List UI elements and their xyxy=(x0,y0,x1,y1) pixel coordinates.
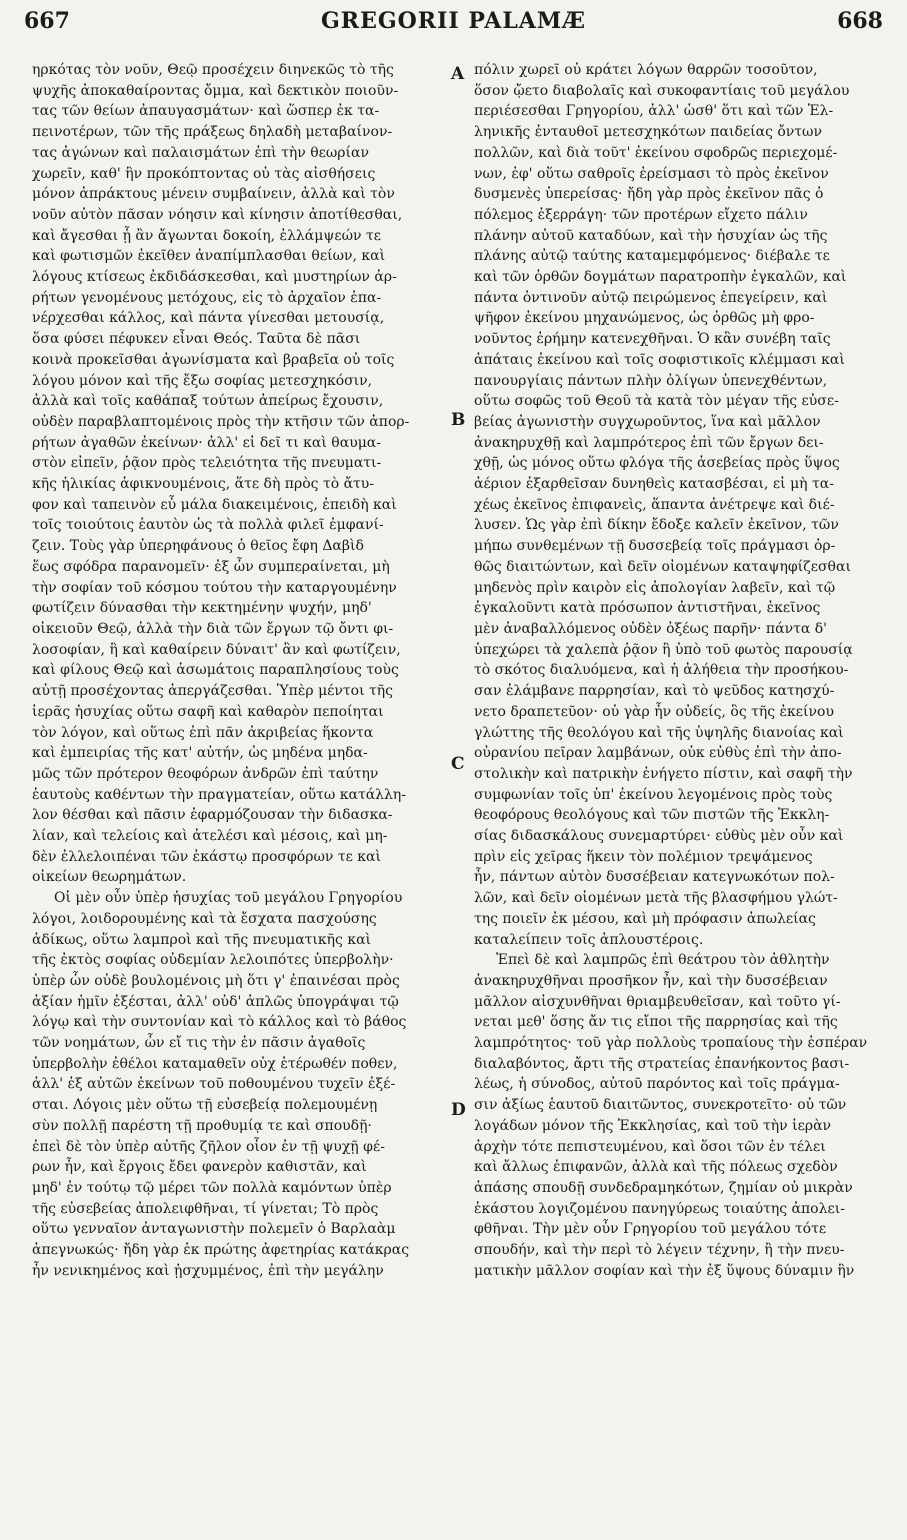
text-line: τὸ σκότος διαλυόμενα, καὶ ἡ ἀλήθεια τὴν προσήκου- xyxy=(474,662,849,679)
text-line: ρων ἦν, καὶ ἔργοις ἔδει φανερὸν καθιστᾶν, καὶ xyxy=(32,1159,367,1176)
text-line: χέως ἐκεῖνος ἐπιφανεὶς, ἅπαντα ἀνέτρεψε καὶ διέ- xyxy=(474,496,835,513)
text-line: οἰκειοῦν Θεῷ, ἀλλὰ τὴν διὰ τῶν ἔργων τῷ ὄντι φι- xyxy=(32,620,394,637)
text-line: πόλεμος ἐξερράγη· τῶν προτέρων εἴχετο πάλιν xyxy=(474,206,808,223)
text-line: πρὶν εἰς χεῖρας ἥκειν τὸν πολέμιον τρεψάμενος xyxy=(474,848,813,865)
text-line: μηδενὸς πρὶν καιρὸν εἰς ἀπολογίαν λαβεῖν, καὶ τῷ xyxy=(474,579,836,596)
text-line: καὶ τῶν ὀρθῶν δογμάτων παρατροπὴν ἐγκαλῶν, καὶ xyxy=(474,269,847,286)
text-line: ηρκότας τὸν νοῦν, Θεῷ προσέχειν διηνεκῶς τὸ τῆς xyxy=(32,62,394,78)
text-line: λέως, ἡ σύνοδος, αὐτοῦ παρόντος καὶ τοῖς πράγμα- xyxy=(474,1076,840,1093)
text-line: τας τῶν θείων ἀπαυγασμάτων· καὶ ὥσπερ ἐκ τα- xyxy=(32,103,380,120)
text-line: οὕτω σοφῶς τοῦ Θεοῦ τὰ κατὰ τὸν μέγαν τῆς εὐσε- xyxy=(474,393,839,410)
text-line: συμφωνίαν τοῖς ὑπ' ἐκείνου λεγομένοις πρὸς τοὺς xyxy=(474,786,833,803)
text-line: καὶ ἄγεσθαι ᾗ ἂν ἄγωνται δοκοίη, ἐλλάμψεών τε xyxy=(32,227,381,244)
text-line: ἀδίκως, οὕτω λαμπροὶ καὶ τῆς πνευματικῆς καὶ xyxy=(32,931,372,948)
text-line: νεται μεθ' ὅσης ἄν τις εἴποι τῆς παρρησίας καὶ τῆς xyxy=(474,1014,838,1031)
text-line: ἱερᾶς ἡσυχίας οὕτω σαφῆ καὶ καθαρὸν πεποίηται xyxy=(32,703,384,720)
text-line: ματικὴν μᾶλλον σοφίαν καὶ τὴν ἐξ ὕψους δύναμιν ἣν xyxy=(474,1262,855,1279)
text-line: τοῖς τοιούτοις ἑαυτὸν ὡς τὰ πολλὰ φιλεῖ ἐμφανί- xyxy=(32,517,384,534)
text-line: οὐδὲν παραβλαπτομένοις πρὸς τὴν κτῆσιν τῶν ἀπορ- xyxy=(32,413,410,430)
text-line: θεοφόρους θεολόγους καὶ τῶν πιστῶν τῆς Ἐκκλη- xyxy=(474,807,830,824)
section-marker-b: B xyxy=(451,410,466,430)
text-line: λαμπρότητος· τοῦ γὰρ πολλοὺς τροπαίους τὴν ἑσπέραν xyxy=(474,1035,868,1052)
text-line: ὅσα φύσει πέφυκεν εἶναι Θεός. Ταῦτα δὲ πᾶσι xyxy=(32,331,361,348)
text-line: λόγῳ καὶ τὴν συντονίαν καὶ τὸ κάλλος καὶ τὸ βάθος xyxy=(32,1014,407,1031)
section-marker-d: D xyxy=(451,1100,466,1120)
text-line: της ποιεῖν ἐκ μέσου, καὶ μὴ πρόφασιν ἀπωλείας xyxy=(474,910,816,927)
text-line: ρήτων ἀγαθῶν ἐκείνων· ἀλλ' εἰ δεῖ τι καὶ θαυμα- xyxy=(32,434,381,451)
text-line: οὐρανίου πεῖραν λαμβάνων, οὐκ εὐθὺς ἐπὶ τὴν ἀπο- xyxy=(474,745,842,762)
text-line: σιν ἀξίως ἑαυτοῦ διαιτῶντος, συνεκροτεῖτο· οὐ τῶν xyxy=(474,1097,847,1114)
text-line: δυσμενὲς ὑπερείσας· ἤδη γὰρ πρὸς ἐκεῖνον πᾶς ὁ xyxy=(474,186,824,203)
right-column xyxy=(474,60,886,1281)
text-line: μῶς τῶν πρότερον θεοφόρων ἀνδρῶν ἐπὶ ταύτην xyxy=(32,765,379,782)
text-line: κῆς ἡλικίας ἀφικνουμένοις, ἅτε δὴ πρὸς τὸ ἄτυ- xyxy=(32,476,375,493)
text-line: νοῦν αὐτὸν πᾶσαν νόησιν καὶ κίνησιν ἀποτίθεσθαι, xyxy=(32,206,403,223)
text-line: διαλαβόντος, ἄρτι τῆς στρατείας ἐπανήκοντος βασι- xyxy=(474,1055,850,1072)
text-line: ζειν. Τοὺς γὰρ ὑπερηφάνους ὁ θεῖος ἔφη Δαβὶδ xyxy=(32,538,364,555)
text-line: ψῆφον ἐκείνου μηχανώμενος, ὡς ὀρθῶς μὴ φρο- xyxy=(474,310,815,327)
text-line: καὶ ἐμπειρίας τῆς κατ' αὐτήν, ὡς μηδένα μηδα- xyxy=(32,745,368,762)
text-line: σαν ἐλάμβανε παρρησίαν, καὶ τὸ ψεῦδος κατησχύ- xyxy=(474,683,835,700)
text-line: ρήτων γενομένους μετόχους, εἰς τὸ ἀρχαῖον ἐπα- xyxy=(32,289,382,306)
text-line: γλώττης τῆς θεολόγου καὶ τῆς ὑψηλῆς διανοίας καὶ xyxy=(474,724,844,741)
text-line: κοινὰ προκεῖσθαι ἀγωνίσματα καὶ βραβεῖα οὐ τοῖς xyxy=(32,351,395,368)
text-line: Ἐπεὶ δὲ καὶ λαμπρῶς ἐπὶ θεάτρου τὸν ἀθλητὴν xyxy=(496,952,830,969)
text-line: λοσοφίαν, ἣ καὶ καθαίρειν δύναιτ' ἂν καὶ φωτίζειν, xyxy=(32,641,401,658)
text-line: Οἱ μὲν οὖν ὑπὲρ ἡσυχίας τοῦ μεγάλου Γρηγορίου xyxy=(54,890,403,907)
text-line: ἁπάσης σπουδῇ συνδεδραμηκότων, ζημίαν οὐ μικρὰν xyxy=(474,1179,853,1196)
text-line: σὺν πολλῇ παρέστη τῇ προθυμίᾳ τε καὶ σπουδῇ· xyxy=(32,1117,372,1134)
text-line: ἀνακηρυχθῇ καὶ λαμπρότερος ἐπὶ τῶν ἔργων δει- xyxy=(474,434,824,451)
text-line: ἐπεὶ δὲ τὸν ὑπὲρ αὐτῆς ζῆλον οἷον ἐν τῇ ψυχῇ φέ- xyxy=(32,1138,385,1155)
text-line: τῶν νοημάτων, ὧν εἴ τις τὴν ἐν πᾶσιν ἀγαθοῖς xyxy=(32,1035,366,1052)
text-line: τῆς εὐσεβείας ἀπολειφθῆναι, τί γίνεται; Τὸ πρὸς xyxy=(32,1200,379,1217)
text-line: δὲν ἐλλελοιπέναι τῶν ἑκάστῳ προσφόρων τε καὶ xyxy=(32,848,381,865)
text-line: νοῦντος ἐρήμην κατενεχθῆναι. Ὁ κἂν συνέβη ταῖς xyxy=(474,331,831,348)
text-line: ὑπερβολὴν ἐθέλοι καταμαθεῖν οὐχ ἑτέρωθέν ποθεν, xyxy=(32,1055,398,1072)
text-line: πολλῶν, καὶ διὰ τοῦτ' ἐκείνου σφοδρῶς περιεχομέ- xyxy=(474,144,838,161)
text-line: λόγου μόνον καὶ τῆς ἔξω σοφίας μετεσχηκόσιν, xyxy=(32,372,373,389)
text-line: ἦν, πάντων αὐτὸν δυσσέβειαν κατεγνωκότων πολ- xyxy=(474,869,835,886)
text-line: ἀλλ' ἐξ αὐτῶν ἐκείνων τοῦ ποθουμένου τυχεῖν ἐξέ- xyxy=(32,1076,396,1093)
text-line: νετο δραπετεῦον· οὐ γὰρ ἦν οὐδείς, ὃς τῆς ἐκείνου xyxy=(474,703,834,720)
text-line: ἀέριον ἐξαρθεῖσαν δυνηθεὶς κατασβέσαι, εἰ μὴ τα- xyxy=(474,476,834,493)
text-line: χθῇ, ὡς μόνος οὕτω φλόγα τῆς ἀσεβείας πρὸς ὕψος xyxy=(474,455,840,472)
text-line: καὶ φωτισμῶν ἐκεῖθεν ἀναπίμπλασθαι θείων, καὶ xyxy=(32,248,386,265)
header-title: GREGORII PALAMÆ xyxy=(321,8,586,34)
text-line: λυσεν. Ὡς γὰρ ἐπὶ δίκην ἔδοξε καλεῖν ἐκεῖνον, τῶν xyxy=(474,517,839,534)
text-line: σται. Λόγοις μὲν οὕτω τῇ εὐσεβείᾳ πολεμουμένῃ xyxy=(32,1097,378,1114)
text-line: ἀρχὴν τότε πεπιστευμένου, καὶ ὅσοι τῶν ἐν τέλει xyxy=(474,1138,826,1155)
text-line: οἰκείων θεωρημάτων. xyxy=(32,869,187,886)
text-line: πλάνην αὐτοῦ καταδύων, καὶ τὴν ἡσυχίαν ὡς τῆς xyxy=(474,227,828,244)
text-line: καὶ φίλους Θεῷ καὶ ἀσωμάτοις παραπλησίους τοὺς xyxy=(32,662,399,679)
text-line: ληνικῆς ἐνταυθοῖ μετεσχηκότων παιδείας ὄντων xyxy=(474,124,822,141)
text-line: καταλείπειν τοῖς ἁπλουστέροις. xyxy=(474,931,704,948)
left-page-number: 667 xyxy=(24,8,70,34)
text-line: ἕως σφόδρα παρανομεῖν· ἐξ ὧν συμπεραίνεται, μὴ xyxy=(32,558,390,575)
right-page-number: 668 xyxy=(837,8,883,34)
text-line: σπουδήν, καὶ τὴν περὶ τὸ λέγειν τέχνην, ἢ τὴν πνευ- xyxy=(474,1242,845,1259)
text-line: ψυχῆς ἀποκαθαίροντας ὄμμα, καὶ δεκτικὸν ποιοῦν- xyxy=(32,82,399,99)
left-paragraph-1 xyxy=(32,60,444,888)
text-line: οὕτω γενναῖον ἀνταγωνιστὴν πολεμεῖν ὁ Βαρλαὰμ xyxy=(32,1221,396,1238)
text-line: στολικὴν καὶ πατρικὴν ἐνήγετο πίστιν, καὶ σαφῆ τὴν xyxy=(474,765,853,782)
left-column xyxy=(32,60,444,1281)
text-line: πάντα ὀντινοῦν αὐτῷ πειρώμενος ἐπεγείρειν, καὶ xyxy=(474,289,828,306)
text-line: νων, ἐφ' οὕτω σαθροῖς ἐρείσμασι τὸ πρὸς ἐκεῖνον xyxy=(474,165,829,182)
text-line: φθῆναι. Τὴν μὲν οὖν Γρηγορίου τοῦ μεγάλου τότε xyxy=(474,1221,827,1238)
text-line: καὶ ἄλλως ἐπιφανῶν, ἀλλὰ καὶ τῆς πόλεως σχεδὸν xyxy=(474,1159,838,1176)
text-line: ὑπεχώρει τὰ χαλεπὰ ῥᾷον ἢ ὑπὸ τοῦ φωτὸς παρουσίᾳ xyxy=(474,641,853,658)
text-line: ἀνακηρυχθῆναι προσῆκον ἦν, καὶ τὴν δυσσέβειαν xyxy=(474,972,828,989)
text-line: λόγοι, λοιδορουμένης καὶ τὰ ἔσχατα πασχούσης xyxy=(32,910,377,927)
text-line: θῶς διαιτώντων, καὶ δεῖν οἰομένων καταψηφίζεσθαι xyxy=(474,558,851,575)
text-line: μᾶλλον αἰσχυνθῆναι θριαμβευθεῖσαν, καὶ τοῦτο γί- xyxy=(474,993,841,1010)
text-line: ἀπάταις ἐκείνου καὶ τοῖς σοφιστικοῖς κλέμμασι καὶ xyxy=(474,351,845,368)
text-line: λίαν, καὶ τελείοις καὶ ἀτελέσι καὶ μέσοις, καὶ μη- xyxy=(32,828,388,845)
text-line: τας ἀγώνων καὶ παλαισμάτων ἐπὶ τὴν θεωρίαν xyxy=(32,144,369,161)
text-line: ἑκάστου λογιζομένου πανηγύρεως τοιαύτης ἀπολει- xyxy=(474,1200,845,1217)
text-line: λῶν, καὶ δεῖν οἰομένων μετὰ τῆς βλασφήμου γλώτ- xyxy=(474,890,838,907)
text-line: αὐτῇ προσέχοντας ἀπεργάζεσθαι. Ὑπὲρ μέντοι τῆς xyxy=(32,683,394,700)
text-line: λον θέσθαι καὶ πᾶσιν ἐφαρμόζουσαν τὴν διδασκα- xyxy=(32,807,393,824)
text-line: πόλιν χωρεῖ οὐ κράτει λόγων θαρρῶν τοσοῦτον, xyxy=(474,62,818,78)
text-line: τὸν λόγον, καὶ οὕτως ἐπὶ πᾶν ἀκριβείας ἥκοντα xyxy=(32,724,374,741)
section-marker-c: C xyxy=(451,754,465,774)
running-head xyxy=(24,8,883,48)
text-line: τῆς ἐκτὸς σοφίας οὐδεμίαν λελοιπότες ὑπερβολὴν· xyxy=(32,952,394,969)
text-line: ὑπὲρ ὧν οὐδὲ βουλομένοις μὴ ὅτι γ' ἐπαινέσαι πρὸς xyxy=(32,972,400,989)
text-line: φωτίζειν δύνασθαι τὴν κεκτημένην ψυχήν, μηδ' xyxy=(32,600,372,617)
text-line: φον καὶ ταπεινὸν εὖ μάλα διακειμένοις, ἐπειδὴ καὶ xyxy=(32,496,397,513)
text-line: πλάνης αὐτῷ ταύτης καταμεμφόμενος· διέβαλε τε xyxy=(474,248,830,265)
right-paragraph-2 xyxy=(474,950,886,1281)
text-line: τὴν σοφίαν τοῦ κόσμου τούτου τὴν καταργουμένην xyxy=(32,579,397,596)
text-line: μὲν ἀναβαλλόμενος οὐδὲν ὀξέως παρῆν· πάντα δ' xyxy=(474,620,828,637)
text-line: μηδ' ἐν τούτῳ τῷ μέρει τῶν πολλὰ καμόντων ὑπὲρ xyxy=(32,1179,392,1196)
text-line: σίας διδασκάλους συνεμαρτύρει· εὐθὺς μὲν οὖν καὶ xyxy=(474,828,844,845)
text-line: ἑαυτοὺς καθέντων τὴν πραγματείαν, οὕτω κατάλλη- xyxy=(32,786,407,803)
text-line: λογάδων μόνον τῆς Ἐκκλησίας, καὶ τοῦ τὴν ἱερὰν xyxy=(474,1117,832,1134)
text-line: ὅσον ᾤετο διαβολαῖς καὶ συκοφαντίαις τοῦ μεγάλου xyxy=(474,82,850,99)
text-line: ἀπεγνωκώς· ἤδη γὰρ ἐκ πρώτης ἀφετηρίας κατάκρας xyxy=(32,1242,410,1259)
text-line: ἀλλὰ καὶ τοῖς καθάπαξ τούτων ἀπείρως ἔχουσιν, xyxy=(32,393,384,410)
text-line: πεινοτέρων, τῶν τῆς πράξεως δηλαδὴ μεταβαίνον- xyxy=(32,124,393,141)
text-line: στὸν εἰπεῖν, ῥᾷον πρὸς τελειότητα τῆς πνευματι- xyxy=(32,455,382,472)
right-paragraph-1 xyxy=(474,60,886,950)
text-line: νέρχεσθαι κάλλος, καὶ πάντα γίνεσθαι μετουσίᾳ, xyxy=(32,310,385,327)
text-line: χωρεῖν, καθ' ἣν προκόπτοντας οὐ τὰς αἰσθήσεις xyxy=(32,165,376,182)
text-line: ἐγκαλοῦντι κατὰ πρόσωπον ἀντιστῆναι, ἐκεῖνος xyxy=(474,600,821,617)
text-line: περιέσεσθαι Γρηγορίου, ἀλλ' ὡσθ' ὅτι καὶ τῶν Ἑλ- xyxy=(474,103,834,120)
text-line: μήπω συνθεμένων τῇ δυσσεβείᾳ τοῖς πράγμασι ὀρ- xyxy=(474,538,836,555)
text-line: ἀξίαν ἡμῖν ἐξέσται, ἀλλ' οὐδ' ἁπλῶς ὑπογράψαι τῷ xyxy=(32,993,399,1010)
text-line: πανουργίαις πάντων πλὴν ὀλίγων ὑπενεχθέντων, xyxy=(474,372,828,389)
section-marker-a: A xyxy=(451,64,465,84)
text-line: λόγους κτίσεως ἐκδιδάσκεσθαι, καὶ μυστηρίων ἀρ- xyxy=(32,269,397,286)
text-line: ἦν νενικημένος καὶ ᾐσχυμμένος, ἐπὶ τὴν μεγάλην xyxy=(32,1262,384,1279)
text-line: βείας ἀγωνιστὴν συγχωροῦντος, ἵνα καὶ μᾶλλον xyxy=(474,413,821,430)
left-paragraph-2 xyxy=(32,888,444,1281)
text-line: μόνον ἀπράκτους μένειν συμβαίνειν, ἀλλὰ καὶ τὸν xyxy=(32,186,395,203)
